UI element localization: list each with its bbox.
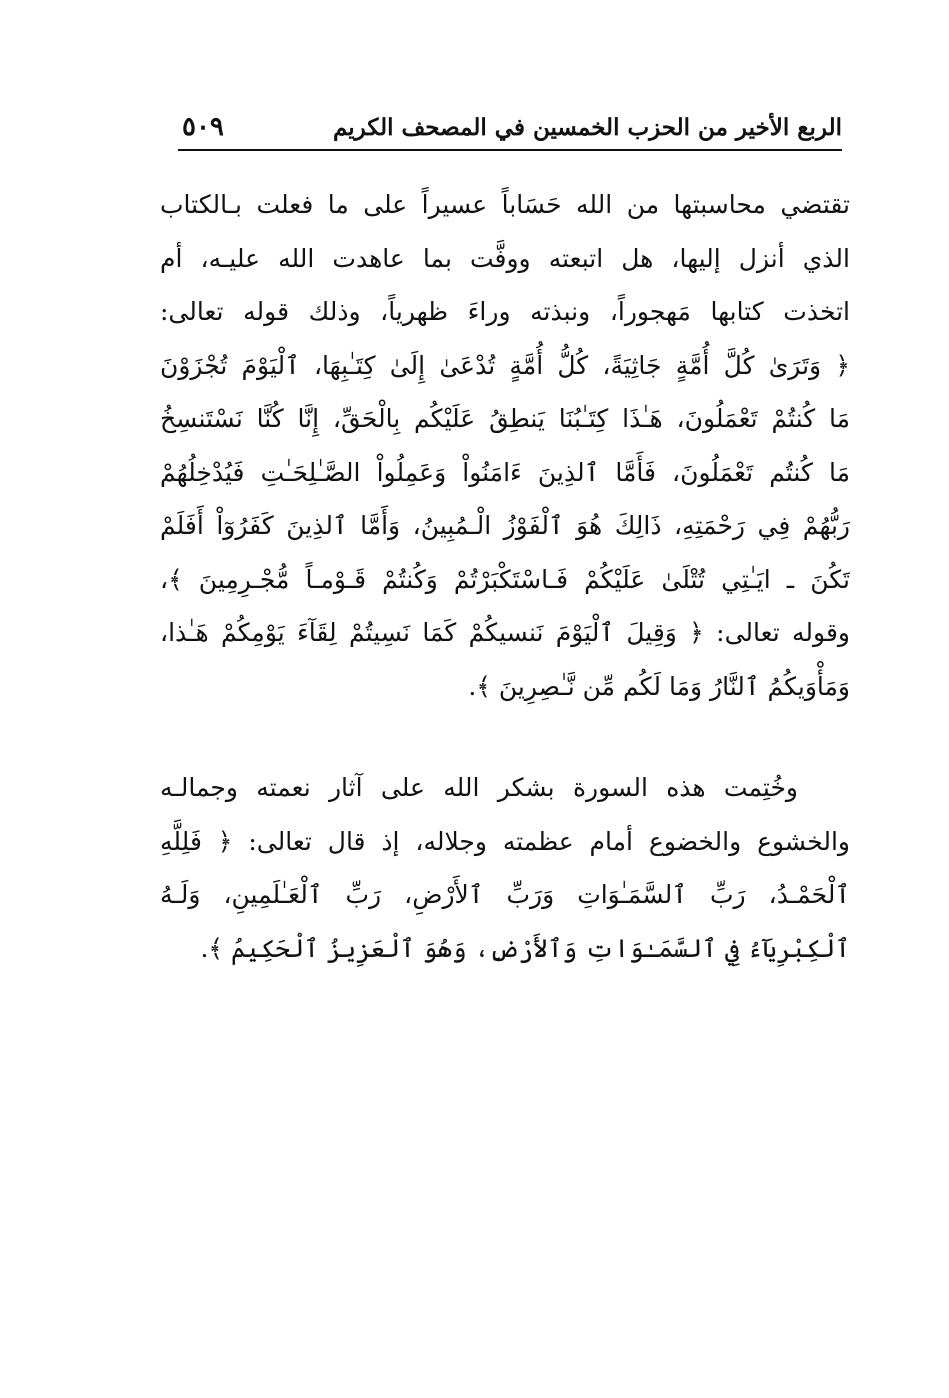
paragraph-spacer: [160, 713, 850, 761]
text-line: والخشوع والخضوع أمام عظمته وجلاله، إذ قال تعالى: ﴿ فَلِلَّهِ: [160, 826, 850, 856]
quran-verse-line: ٱلْكِبْرِيَآءُ فِي ٱلسَّمَـٰوَاتِ وَٱلأَرْضِ، وَهُوَ ٱلْعَزِيزُ ٱلْحَكِيمُ ﴾.: [200, 933, 850, 963]
text-line: الذي أنزل إليها، هل اتبعته ووفَّت بما عاهدت الله عليـه، أم: [160, 243, 850, 273]
body-text: [160, 178, 850, 975]
paragraph-1: [160, 178, 850, 713]
text-line: تقتضي محاسبتها من الله حَسَاباً عسيراً على ما فعلت بـالكتاب: [160, 190, 850, 219]
quran-verse-line: ﴿ وَتَرَىٰ كُلَّ أُمَّةٍ جَاثِيَةً، كُلُّ أُمَّةٍ تُدْعَىٰ إِلَىٰ كِتَـٰبِهَا، ٱلْيَوْمَ تُجْزَوْنَ: [160, 350, 850, 380]
quran-verse-line: مَا كُنتُمْ تَعْمَلُونَ، هَـٰذَا كِتَـٰبُنَا يَنطِقُ عَلَيْكُم بِالْحَقِّ، إِنَّا كُنَّا نَسْتَنسِخُ: [160, 404, 850, 433]
quran-verse-line: وقوله تعالى: ﴿ وَقِيلَ ٱلْيَوْمَ نَنسيكُمْ كَمَا نَسِيتُمْ لِقَآءَ يَوْمِكُمْ هَـٰذا،: [160, 618, 850, 647]
text-line: اتخذت كتابها مَهجوراً، ونبذته وراءَ ظهرياً، وذلك قوله تعالى:: [160, 297, 850, 326]
running-header-title: الربع الأخير من الحزب الخمسين في المصحف الكريم: [332, 114, 842, 141]
quran-verse-line: وَمَأْوَيكُمُ ٱلنَّارُ وَمَا لَكُم مِّن نَّـٰصِرِينَ ﴾.: [468, 671, 850, 701]
header-rule: [178, 149, 842, 151]
quran-verse-line: ٱلْحَمْـدُ، رَبِّ ٱلسَّمَـٰوَاتِ وَرَبِّ ٱلأَرْضِ، رَبِّ ٱلْعَـٰلَمِينِ، وَلَـهُ: [160, 880, 850, 909]
page-number: ٥٠٩: [182, 112, 224, 142]
quran-verse-line: تَكُنَ ـ ايَـٰتِي تُتْلَىٰ عَلَيْكُمْ فَـاسْتَكْبَرْتُمْ وَكُنتُمْ قَـوْمـاً مُّجْـرِمِينَ ﴾،: [160, 564, 850, 594]
text-line: وخُتِمت هذه السورة بشكر الله على آثار نعمته وجمالـه: [160, 773, 798, 802]
paragraph-2: [160, 761, 850, 975]
quran-verse-line: مَا كُنتُم تَعْمَلُونَ، فَأَمَّا ٱلذِينَ ءَامَنُواْ وَعَمِلُواْ الصَّـٰلِحَـٰتِ فَيُدْخِلُهُمْ: [160, 457, 850, 487]
running-header: [178, 108, 842, 148]
quran-verse-line: رَبُّهُمْ فِي رَحْمَتِهِ، ذَالِكَ هُوَ ٱلْفَوْزُ الْـمُبِينُ، وَأَمَّا ٱلذِينَ كَفَرُوٓاْ أَفَلَمْ: [160, 511, 850, 540]
